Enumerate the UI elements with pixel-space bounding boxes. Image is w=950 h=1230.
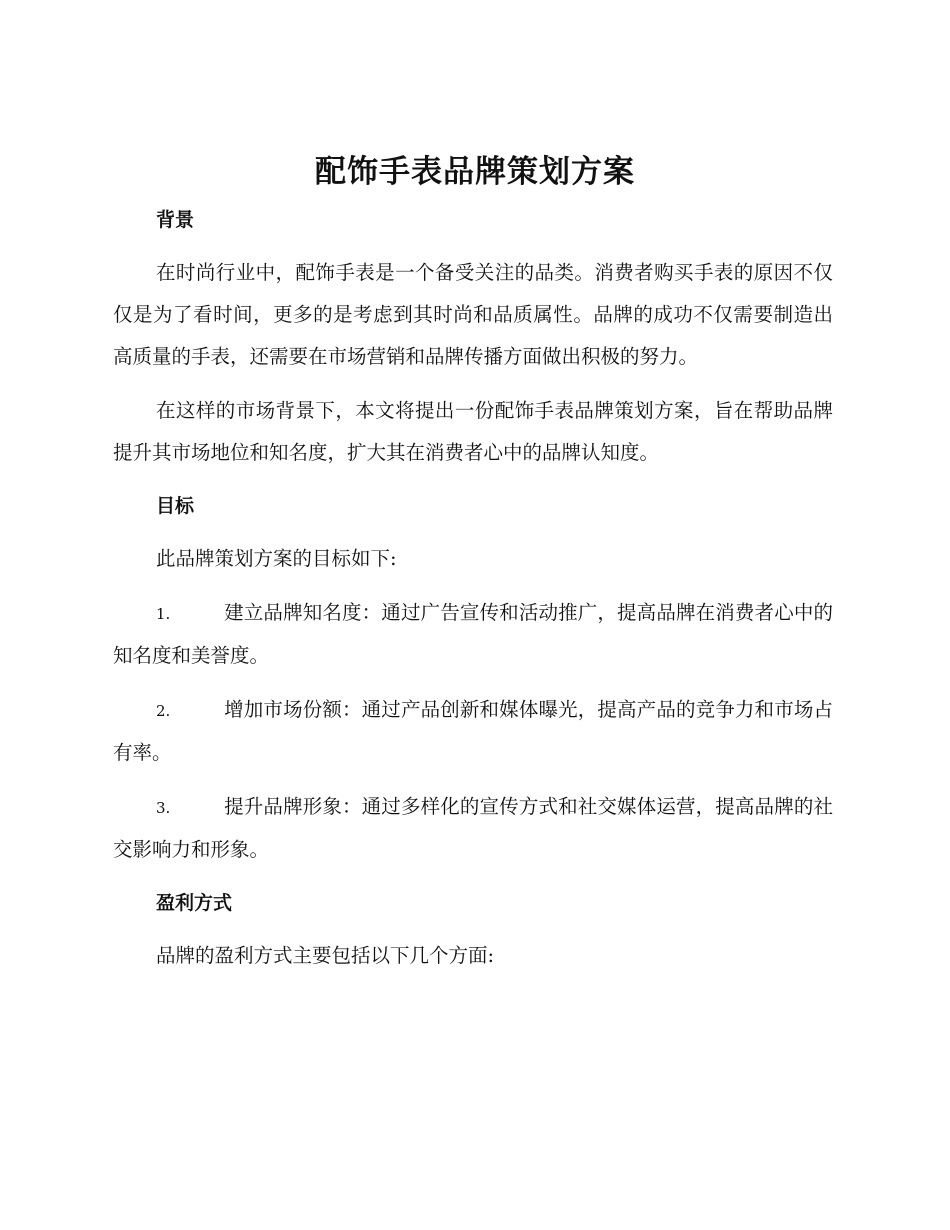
- background-paragraph-2: 在这样的市场背景下，本文将提出一份配饰手表品牌策划方案，旨在帮助品牌提升其市场地位和知名度，扩大其在消费者心中的品牌认知度。: [113, 399, 833, 464]
- section-heading-profit: 盈利方式: [156, 892, 233, 914]
- background-paragraph-1: 在时尚行业中，配饰手表是一个备受关注的品类。消费者购买手表的原因不仅仅是为了看时间，更多的是考虑到其时尚和品质属性。品牌的成功不仅需要制造出高质量的手表，还需要在市场营销和品牌传播方面做出积极的努力。: [113, 261, 833, 368]
- document-body: [113, 200, 833, 989]
- list-item-text: 增加市场份额：通过产品创新和媒体曝光，提高产品的竞争力和市场占有率。: [113, 698, 833, 764]
- goal-list-item: [113, 592, 833, 677]
- list-item-text: 建立品牌知名度：通过广告宣传和活动推广，提高品牌在消费者心中的知名度和美誉度。: [113, 601, 833, 667]
- list-number: 1.: [156, 605, 171, 623]
- section-heading-goals: 目标: [156, 495, 195, 517]
- list-item-text: 提升品牌形象：通过多样化的宣传方式和社交媒体运营，提高品牌的社交影响力和形象。: [113, 795, 833, 861]
- document-title: 配饰手表品牌策划方案: [315, 154, 635, 190]
- list-number: 2.: [156, 702, 171, 720]
- profit-intro: 品牌的盈利方式主要包括以下几个方面:: [156, 944, 495, 967]
- goal-list-item: [113, 689, 833, 774]
- goal-list-item: [113, 786, 833, 871]
- list-number: 3.: [156, 799, 171, 817]
- section-heading-background: 背景: [156, 209, 195, 231]
- goals-intro: 此品牌策划方案的目标如下:: [156, 547, 397, 570]
